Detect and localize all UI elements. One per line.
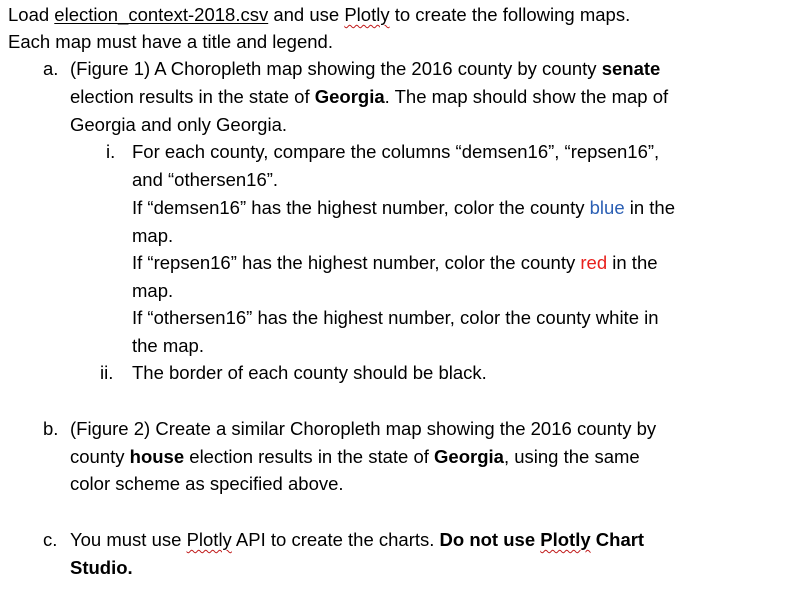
list-marker-i: i. xyxy=(106,141,116,162)
item-a-line-1 xyxy=(70,58,660,80)
intro-line-1 xyxy=(8,4,630,26)
item-b-line-1: (Figure 2) Create a similar Choropleth map showing the 2016 county by xyxy=(70,418,657,439)
bold-senate: senate xyxy=(601,58,661,79)
item-b-text: election results in the state of xyxy=(184,446,435,467)
item-a-line-2 xyxy=(70,86,668,108)
sub-i-text: in the xyxy=(607,252,658,273)
blue-word: blue xyxy=(589,197,625,218)
item-a-line-3: Georgia and only Georgia. xyxy=(70,114,287,135)
bold-studio: Studio. xyxy=(70,557,133,578)
item-a-text: election results in the state of xyxy=(70,86,315,107)
item-c-text: API to create the charts. xyxy=(231,529,440,550)
intro-line-2: Each map must have a title and legend. xyxy=(8,31,333,52)
item-b-text: county xyxy=(70,446,130,467)
item-a-text: (Figure 1) A Choropleth map showing the 2016 county by county xyxy=(70,58,602,79)
list-marker-a: a. xyxy=(43,58,59,79)
bold-chart: Chart xyxy=(590,529,645,550)
sub-i-line-1: For each county, compare the columns “demsen16”, “repsen16”, xyxy=(132,141,660,162)
bold-plotly-word: Plotly xyxy=(540,529,591,550)
list-marker-ii: ii. xyxy=(100,362,114,383)
item-c-line-1 xyxy=(70,529,644,551)
sub-i-text: If “demsen16” has the highest number, color the county xyxy=(132,197,590,218)
bold-georgia: Georgia xyxy=(434,446,504,467)
sub-i-line-5 xyxy=(132,252,658,274)
sub-ii-line-1: The border of each county should be black. xyxy=(132,362,487,383)
bold-georgia: Georgia xyxy=(314,86,385,107)
red-word: red xyxy=(580,252,608,273)
sub-i-line-7: If “othersen16” has the highest number, color the county white in xyxy=(132,307,659,328)
intro-text: to create the following maps. xyxy=(389,4,631,25)
plotly-word: Plotly xyxy=(186,529,232,550)
sub-i-text: in the xyxy=(624,197,676,218)
sub-i-line-4: map. xyxy=(132,225,174,246)
sub-i-text: If “repsen16” has the highest number, color the county xyxy=(132,252,581,273)
plotly-word: Plotly xyxy=(344,4,390,25)
intro-text: and use xyxy=(268,4,345,25)
csv-filename: election_context-2018.csv xyxy=(54,4,269,25)
intro-text: Load xyxy=(8,4,55,25)
item-c-line-2 xyxy=(70,557,133,579)
item-a-text: . The map should show the map of xyxy=(384,86,669,107)
list-marker-b: b. xyxy=(43,418,59,439)
list-marker-c: c. xyxy=(43,529,58,550)
item-c-text: You must use xyxy=(70,529,187,550)
sub-i-line-3 xyxy=(132,197,675,219)
item-b-line-2 xyxy=(70,446,640,468)
sub-i-line-8: the map. xyxy=(132,335,204,356)
sub-i-line-6: map. xyxy=(132,280,174,301)
bold-do-not-use: Do not use xyxy=(439,529,541,550)
bold-house: house xyxy=(129,446,185,467)
sub-i-line-2: and “othersen16”. xyxy=(132,169,279,190)
item-b-line-3: color scheme as specified above. xyxy=(70,473,344,494)
item-b-text: , using the same xyxy=(503,446,640,467)
